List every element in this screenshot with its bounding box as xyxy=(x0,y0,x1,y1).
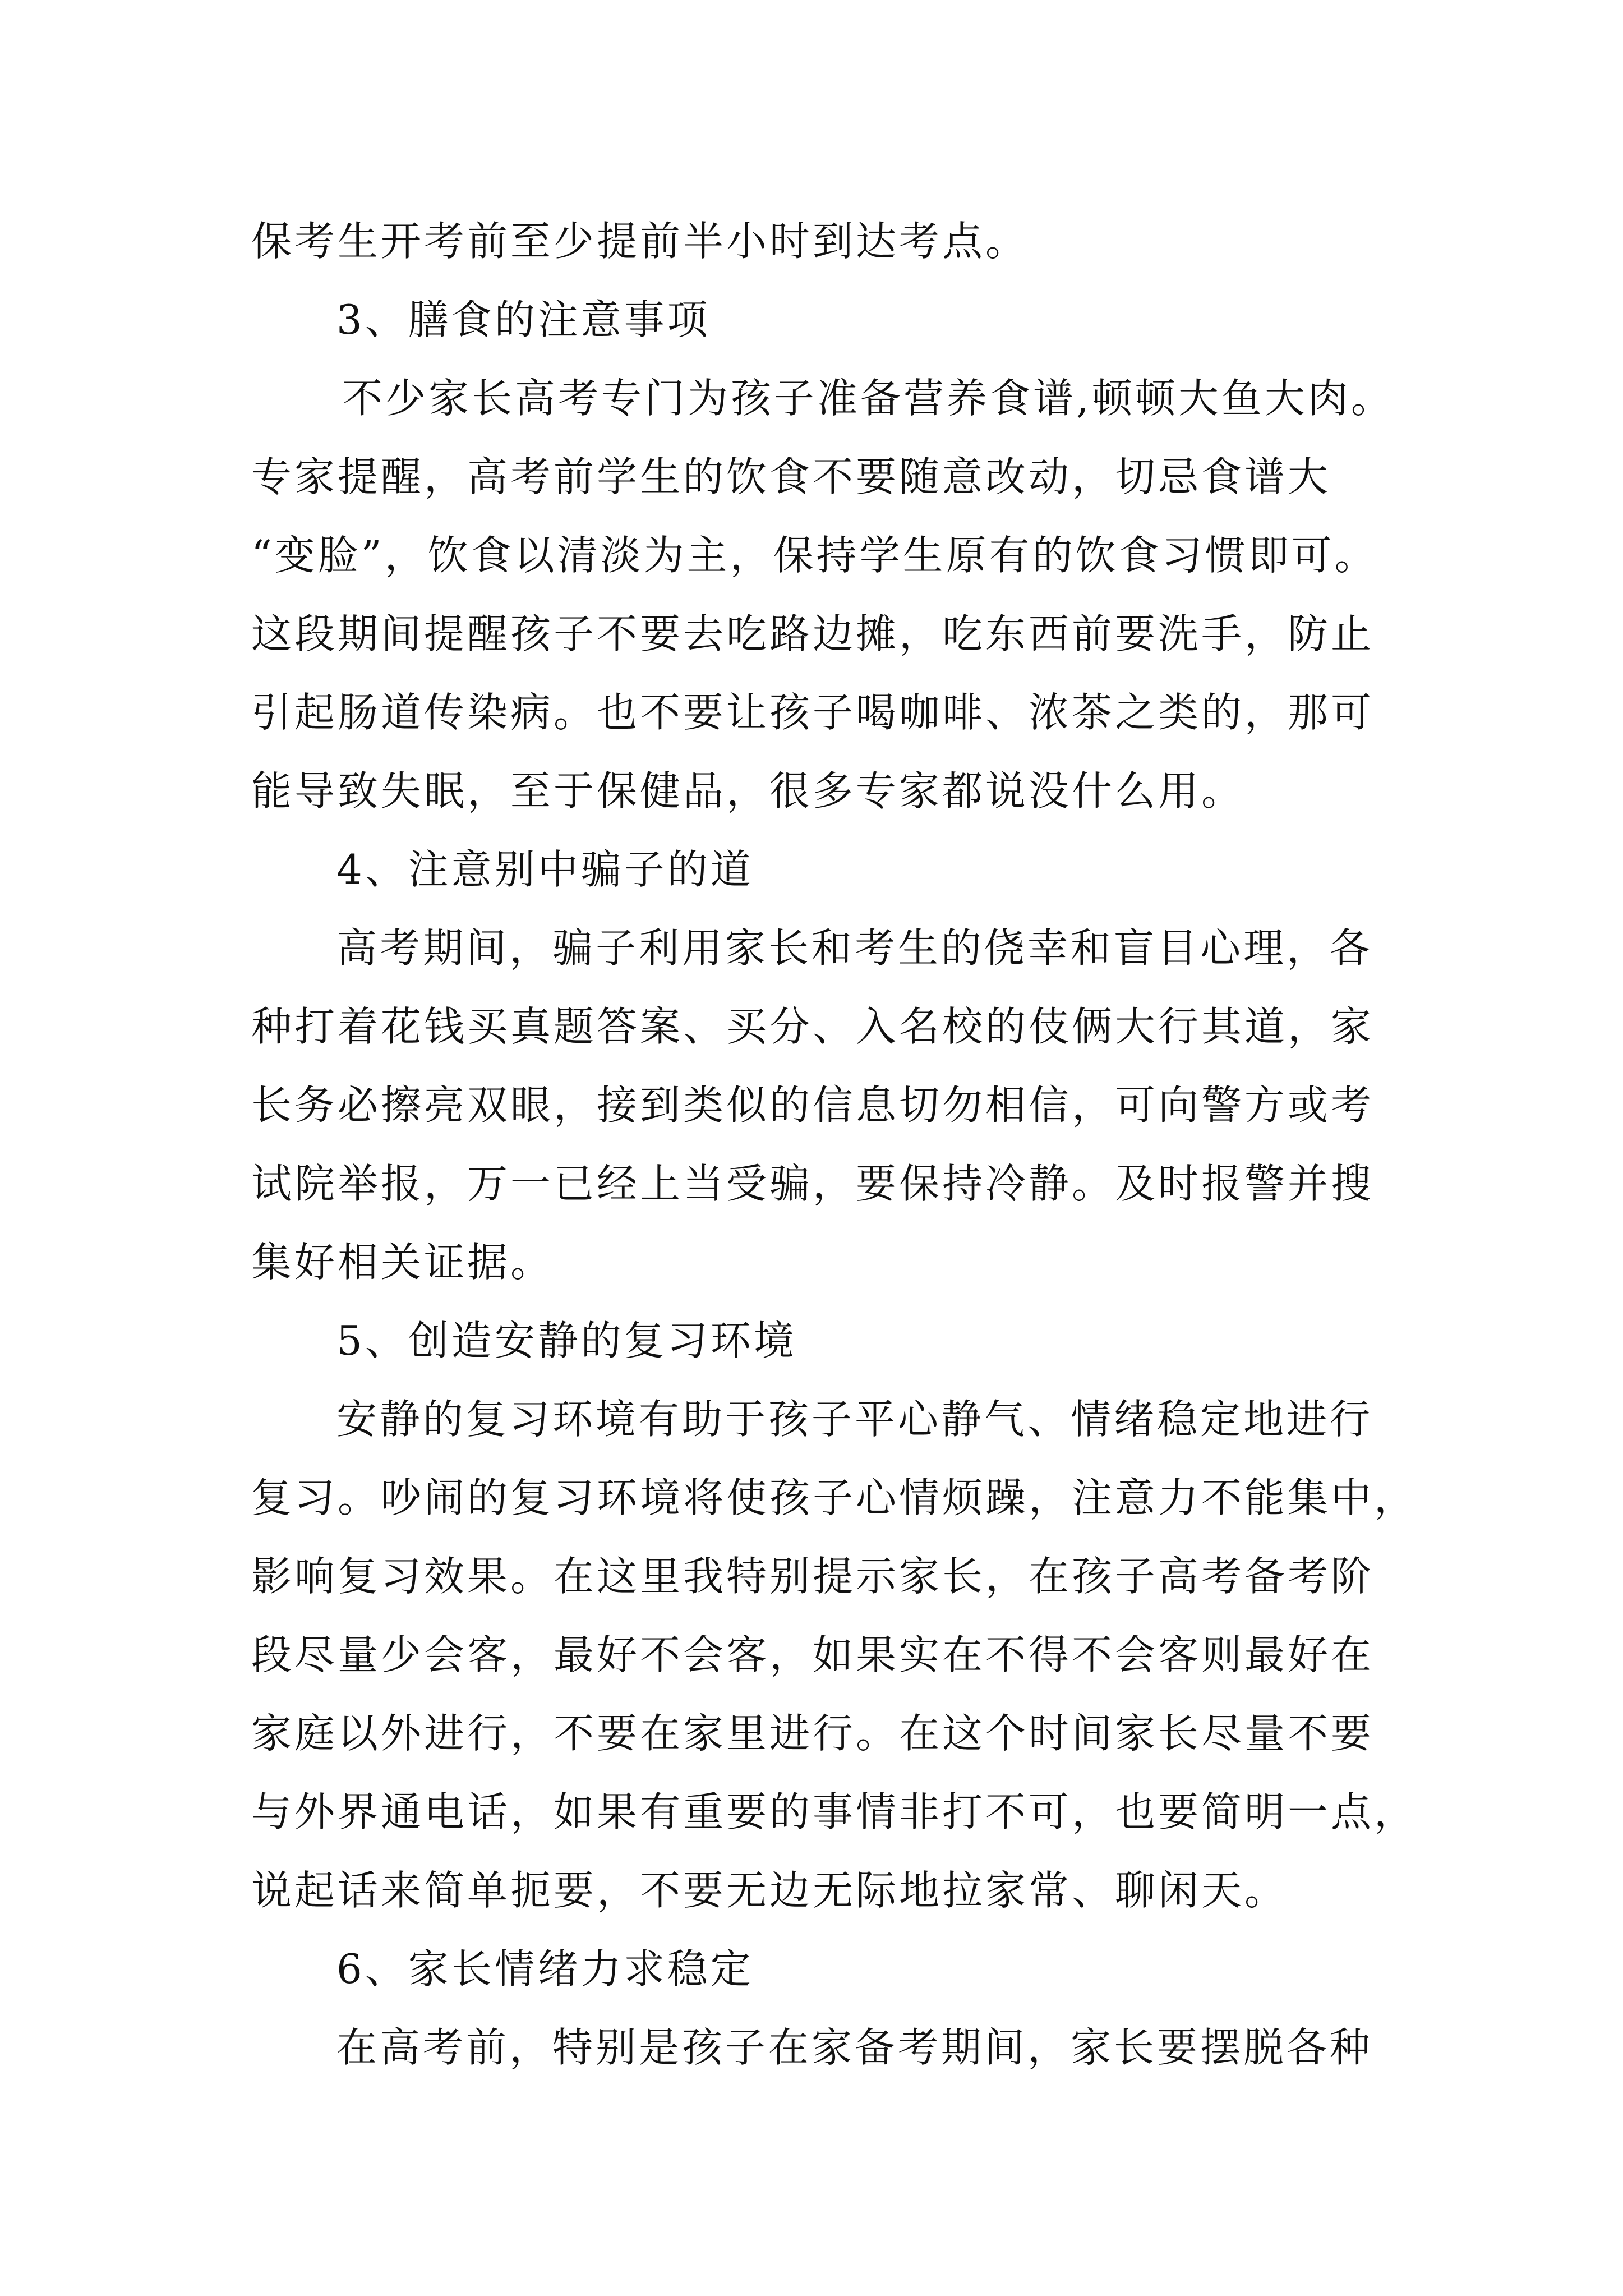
paragraph-line: 保考生开考前至少提前半小时到达考点。 xyxy=(251,218,1029,265)
paragraph-line: 复习。吵闹的复习环境将使孩子心情烦躁，注意力不能集中， xyxy=(251,1474,1418,1521)
paragraph-line: 影响复习效果。在这里我特别提示家长，在孩子高考备考阶 xyxy=(251,1553,1375,1600)
section-heading-quiet-environment: 5、创造安静的复习环境 xyxy=(336,1317,797,1364)
paragraph-line: “变脸”，饮食以清淡为主，保持学生原有的饮食习惯即可。 xyxy=(251,532,1378,579)
paragraph-line: 与外界通电话，如果有重要的事情非打不可，也要简明一点， xyxy=(251,1788,1418,1835)
paragraph-line: 高考期间，骗子利用家长和考生的侥幸和盲目心理，各 xyxy=(336,924,1373,972)
paragraph-line: 引起肠道传染病。也不要让孩子喝咖啡、浓茶之类的，那可 xyxy=(251,689,1375,736)
section-heading-parent-emotion: 6、家长情绪力求稳定 xyxy=(336,1945,754,1993)
paragraph-line: 集好相关证据。 xyxy=(251,1239,554,1286)
paragraph-line: 能导致失眠，至于保健品，很多专家都说没什么用。 xyxy=(251,767,1245,815)
section-heading-diet: 3、膳食的注意事项 xyxy=(336,296,711,343)
paragraph-line: 种打着花钱买真题答案、买分、入名校的伎俩大行其道，家 xyxy=(251,1003,1375,1050)
paragraph-line: 说起话来简单扼要，不要无边无际地拉家常、聊闲天。 xyxy=(251,1867,1288,1914)
section-heading-scam: 4、注意别中骗子的道 xyxy=(336,846,754,893)
paragraph-line: 长务必擦亮双眼，接到类似的信息切勿相信，可向警方或考 xyxy=(251,1082,1375,1129)
paragraph-line: 家庭以外进行，不要在家里进行。在这个时间家长尽量不要 xyxy=(251,1710,1375,1757)
paragraph-line: 在高考前，特别是孩子在家备考期间，家长要摆脱各种 xyxy=(336,2024,1373,2071)
paragraph-line: 段尽量少会客，最好不会客，如果实在不得不会客则最好在 xyxy=(251,1631,1375,1678)
paragraph-line: 安静的复习环境有助于孩子平心静气、情绪稳定地进行 xyxy=(336,1396,1373,1443)
paragraph-line: 不少家长高考专门为孩子准备营养食谱,顿顿大鱼大肉。 xyxy=(342,375,1394,422)
paragraph-line: 专家提醒，高考前学生的饮食不要随意改动，切忌食谱大 xyxy=(251,453,1331,500)
paragraph-line: 这段期间提醒孩子不要去吃路边摊，吃东西前要洗手，防止 xyxy=(251,610,1375,657)
paragraph-line: 试院举报，万一已经上当受骗，要保持冷静。及时报警并搜 xyxy=(251,1160,1375,1207)
